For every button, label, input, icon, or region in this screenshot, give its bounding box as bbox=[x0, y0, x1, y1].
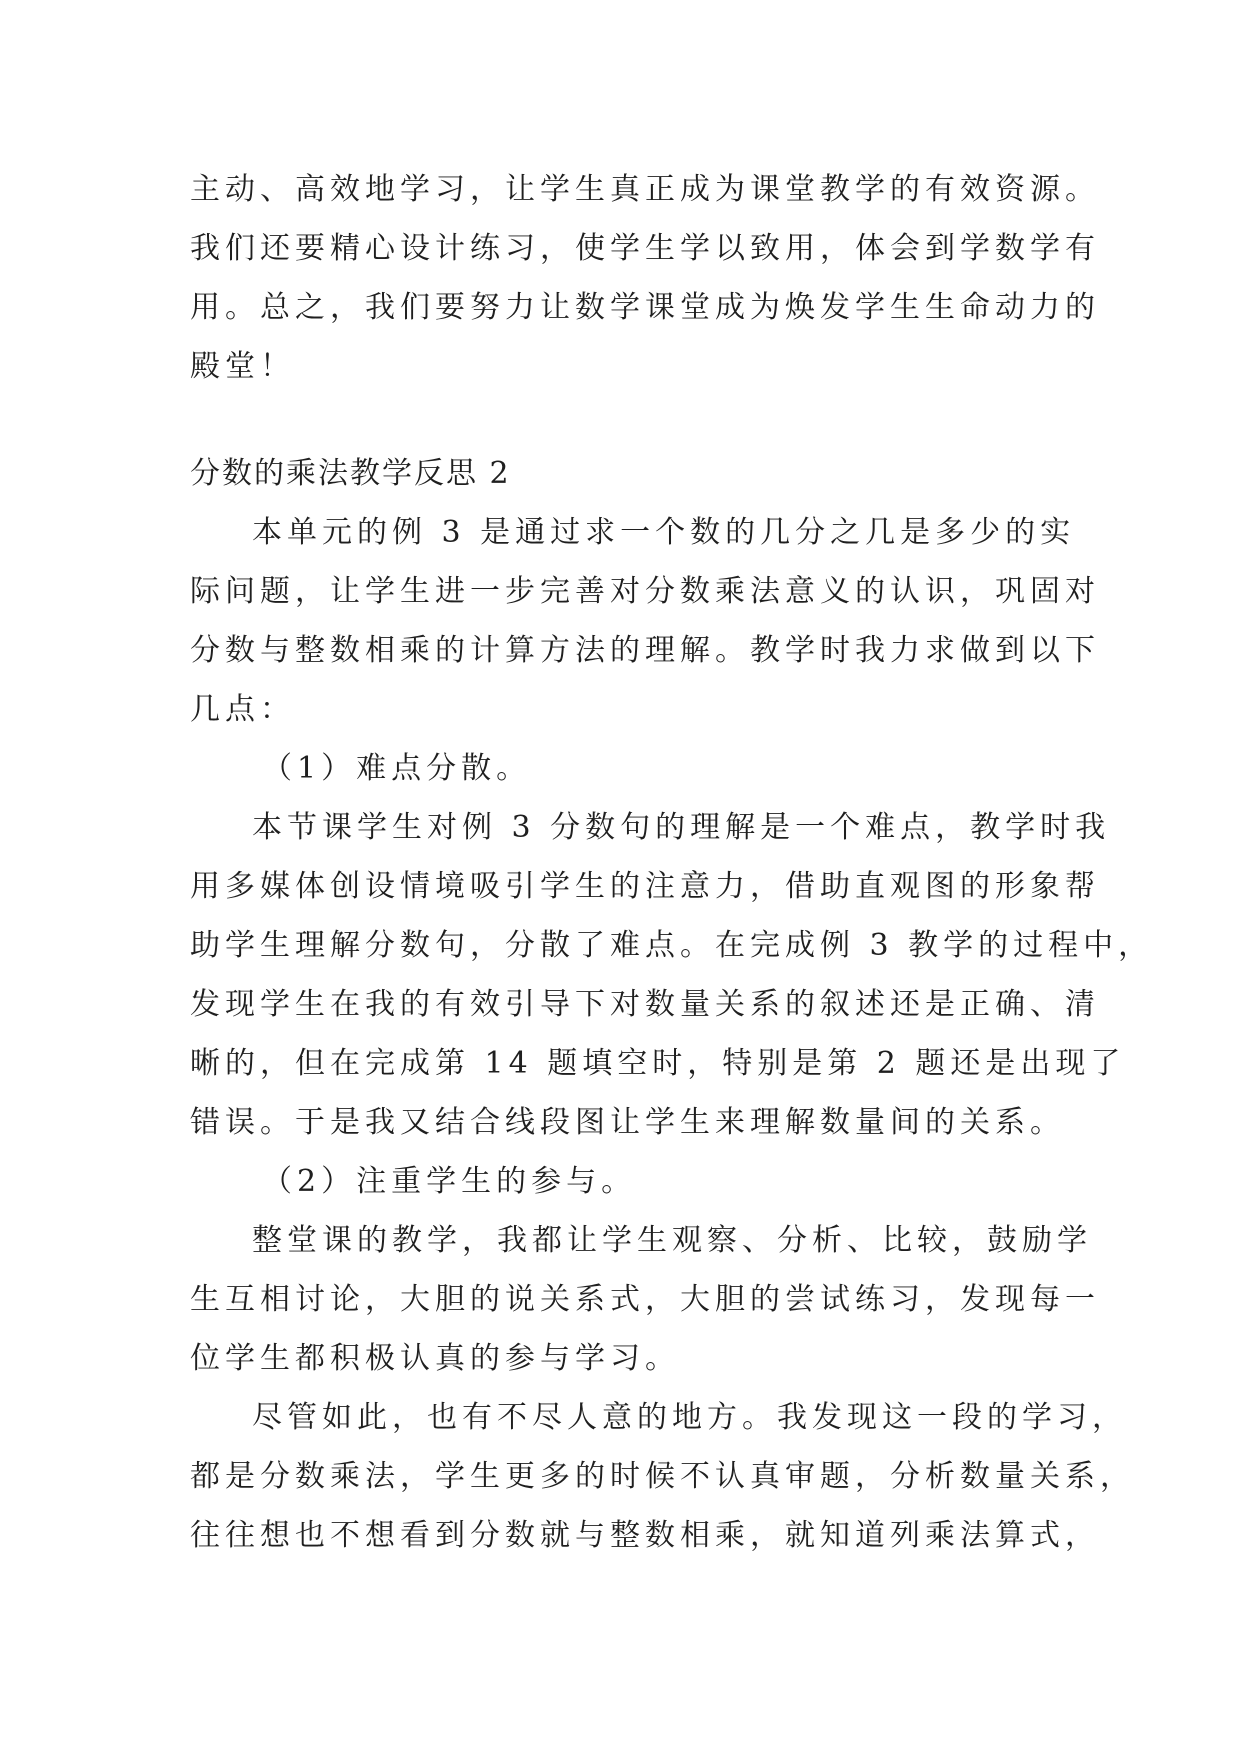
text-line: 本单元的例 3 是通过求一个数的几分之几是多少的实 bbox=[252, 515, 1076, 550]
text-line: 助学生理解分数句，分散了难点。在完成例 3 教学的过程中， bbox=[190, 928, 1154, 963]
text-line: 位学生都积极认真的参与学习。 bbox=[190, 1341, 680, 1376]
text-line: 本节课学生对例 3 分数句的理解是一个难点，教学时我 bbox=[252, 810, 1111, 845]
section-title: 分数的乘法教学反思 2 bbox=[190, 456, 511, 491]
paragraph-point-1 bbox=[190, 798, 1154, 1152]
paragraph-reflection bbox=[190, 1388, 1135, 1565]
text-line: 我们还要精心设计练习，使学生学以致用，体会到学数学有 bbox=[190, 231, 1100, 266]
text-line: 主动、高效地学习，让学生真正成为课堂教学的有效资源。 bbox=[190, 172, 1100, 207]
paragraph-point-2 bbox=[190, 1211, 1100, 1388]
text-line: 分数与整数相乘的计算方法的理解。教学时我力求做到以下 bbox=[190, 633, 1100, 668]
text-line: 发现学生在我的有效引导下对数量关系的叙述还是正确、清 bbox=[190, 987, 1100, 1022]
text-line: 往往想也不想看到分数就与整数相乘，就知道列乘法算式， bbox=[190, 1518, 1100, 1553]
text-line: 几点： bbox=[190, 692, 295, 727]
text-line: 生互相讨论，大胆的说关系式，大胆的尝试练习，发现每一 bbox=[190, 1282, 1100, 1317]
text-line: 都是分数乘法，学生更多的时候不认真审题，分析数量关系， bbox=[190, 1459, 1135, 1494]
point-heading-2: （2）注重学生的参与。 bbox=[262, 1164, 637, 1199]
point-heading-1: （1）难点分散。 bbox=[262, 751, 532, 786]
paragraph-intro bbox=[190, 503, 1100, 739]
text-line: 用多媒体创设情境吸引学生的注意力，借助直观图的形象帮 bbox=[190, 869, 1100, 904]
text-line: 错误。于是我又结合线段图让学生来理解数量间的关系。 bbox=[190, 1105, 1065, 1140]
paragraph-closing bbox=[190, 160, 1100, 396]
text-line: 殿堂！ bbox=[190, 349, 295, 384]
text-line: 用。总之，我们要努力让数学课堂成为焕发学生生命动力的 bbox=[190, 290, 1100, 325]
text-line: 晰的，但在完成第 14 题填空时，特别是第 2 题还是出现了 bbox=[190, 1046, 1126, 1081]
document-body bbox=[190, 160, 1154, 1565]
text-line: 尽管如此，也有不尽人意的地方。我发现这一段的学习， bbox=[252, 1400, 1127, 1435]
text-line: 整堂课的教学，我都让学生观察、分析、比较，鼓励学 bbox=[252, 1223, 1092, 1258]
text-line: 际问题，让学生进一步完善对分数乘法意义的认识，巩固对 bbox=[190, 574, 1100, 609]
section-spacer bbox=[190, 396, 1050, 444]
